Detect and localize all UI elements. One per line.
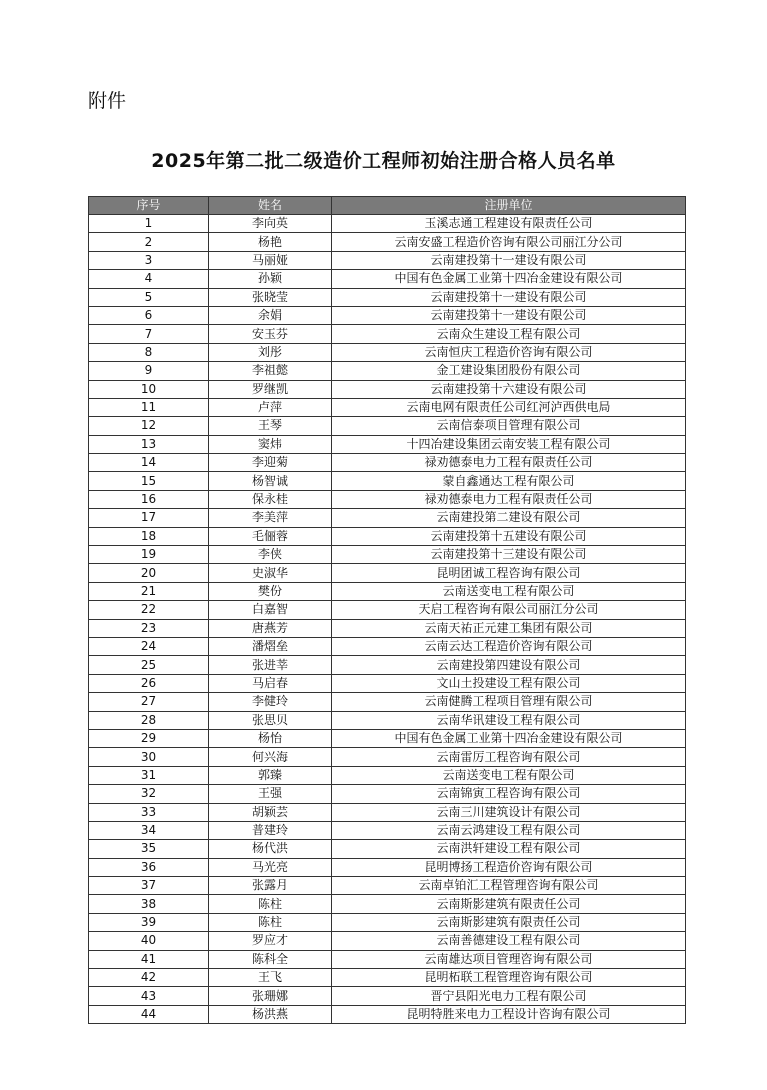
cell-unit: 云南善德建设工程有限公司	[332, 932, 686, 950]
cell-name: 白嘉智	[209, 601, 332, 619]
cell-unit: 云南卓铂汇工程管理咨询有限公司	[332, 877, 686, 895]
cell-unit: 昆明特胜来电力工程设计咨询有限公司	[332, 1005, 686, 1023]
cell-unit: 云南安盛工程造价咨询有限公司丽江分公司	[332, 233, 686, 251]
cell-unit: 云南雄达项目管理咨询有限公司	[332, 950, 686, 968]
cell-unit: 云南洪轩建设工程有限公司	[332, 840, 686, 858]
cell-index: 43	[89, 987, 209, 1005]
cell-name: 李美萍	[209, 509, 332, 527]
table-row	[89, 325, 686, 343]
cell-unit: 云南建投第十一建设有限公司	[332, 251, 686, 269]
table-row	[89, 840, 686, 858]
cell-index: 3	[89, 251, 209, 269]
cell-name: 罗继凯	[209, 380, 332, 398]
cell-name: 马启春	[209, 674, 332, 692]
cell-name: 杨怡	[209, 729, 332, 747]
table-row	[89, 527, 686, 545]
cell-unit: 昆明博扬工程造价咨询有限公司	[332, 858, 686, 876]
cell-unit: 云南锦寅工程咨询有限公司	[332, 785, 686, 803]
cell-index: 5	[89, 288, 209, 306]
cell-name: 张晓莹	[209, 288, 332, 306]
cell-name: 王琴	[209, 417, 332, 435]
cell-index: 22	[89, 601, 209, 619]
cell-unit: 云南三川建筑设计有限公司	[332, 803, 686, 821]
table-row	[89, 656, 686, 674]
table-row	[89, 729, 686, 747]
cell-index: 17	[89, 509, 209, 527]
table-row	[89, 343, 686, 361]
table-row	[89, 674, 686, 692]
cell-index: 15	[89, 472, 209, 490]
cell-name: 李侠	[209, 546, 332, 564]
cell-name: 张珊娜	[209, 987, 332, 1005]
cell-unit: 云南建投第十六建设有限公司	[332, 380, 686, 398]
cell-unit: 云南电网有限责任公司红河泸西供电局	[332, 398, 686, 416]
cell-index: 31	[89, 766, 209, 784]
cell-index: 19	[89, 546, 209, 564]
cell-index: 13	[89, 435, 209, 453]
table-row	[89, 288, 686, 306]
column-header-index: 序号	[89, 197, 209, 215]
table-row	[89, 251, 686, 269]
cell-index: 23	[89, 619, 209, 637]
table-row	[89, 490, 686, 508]
table-row	[89, 821, 686, 839]
cell-index: 25	[89, 656, 209, 674]
cell-name: 杨智诚	[209, 472, 332, 490]
cell-index: 6	[89, 306, 209, 324]
cell-index: 37	[89, 877, 209, 895]
cell-index: 11	[89, 398, 209, 416]
cell-unit: 云南送变电工程有限公司	[332, 766, 686, 784]
table-header-row	[89, 197, 686, 215]
cell-unit: 云南华讯建设工程有限公司	[332, 711, 686, 729]
cell-index: 16	[89, 490, 209, 508]
cell-unit: 玉溪志通工程建设有限责任公司	[332, 215, 686, 233]
cell-index: 4	[89, 270, 209, 288]
column-header-name: 姓名	[209, 197, 332, 215]
cell-index: 39	[89, 913, 209, 931]
cell-name: 唐燕芳	[209, 619, 332, 637]
cell-name: 刘彤	[209, 343, 332, 361]
cell-index: 44	[89, 1005, 209, 1023]
table-row	[89, 398, 686, 416]
cell-index: 32	[89, 785, 209, 803]
table-row	[89, 748, 686, 766]
cell-index: 9	[89, 362, 209, 380]
cell-unit: 云南信泰项目管理有限公司	[332, 417, 686, 435]
cell-unit: 昆明团诚工程咨询有限公司	[332, 564, 686, 582]
cell-index: 10	[89, 380, 209, 398]
table-row	[89, 858, 686, 876]
cell-unit: 中国有色金属工业第十四冶金建设有限公司	[332, 729, 686, 747]
cell-name: 杨代洪	[209, 840, 332, 858]
table-row	[89, 601, 686, 619]
cell-unit: 云南建投第二建设有限公司	[332, 509, 686, 527]
cell-unit: 云南建投第十一建设有限公司	[332, 306, 686, 324]
cell-name: 杨艳	[209, 233, 332, 251]
cell-unit: 禄劝德泰电力工程有限责任公司	[332, 490, 686, 508]
attachment-label: 附件	[88, 90, 127, 112]
cell-index: 21	[89, 582, 209, 600]
cell-name: 李健玲	[209, 693, 332, 711]
cell-index: 12	[89, 417, 209, 435]
table-row	[89, 306, 686, 324]
cell-unit: 禄劝德泰电力工程有限责任公司	[332, 454, 686, 472]
cell-name: 陈柱	[209, 913, 332, 931]
cell-index: 36	[89, 858, 209, 876]
cell-name: 安玉芬	[209, 325, 332, 343]
cell-index: 40	[89, 932, 209, 950]
cell-unit: 云南恒庆工程造价咨询有限公司	[332, 343, 686, 361]
cell-unit: 云南雷厉工程咨询有限公司	[332, 748, 686, 766]
cell-index: 27	[89, 693, 209, 711]
cell-index: 26	[89, 674, 209, 692]
cell-index: 28	[89, 711, 209, 729]
cell-name: 张露月	[209, 877, 332, 895]
table-row	[89, 913, 686, 931]
cell-index: 30	[89, 748, 209, 766]
table-row	[89, 380, 686, 398]
cell-index: 8	[89, 343, 209, 361]
cell-index: 41	[89, 950, 209, 968]
cell-name: 杨洪燕	[209, 1005, 332, 1023]
table-row	[89, 582, 686, 600]
cell-index: 34	[89, 821, 209, 839]
table-row	[89, 435, 686, 453]
cell-index: 33	[89, 803, 209, 821]
cell-index: 18	[89, 527, 209, 545]
table-row	[89, 564, 686, 582]
cell-name: 陈柱	[209, 895, 332, 913]
cell-name: 何兴海	[209, 748, 332, 766]
table-row	[89, 693, 686, 711]
table-row	[89, 895, 686, 913]
table-row	[89, 417, 686, 435]
cell-index: 14	[89, 454, 209, 472]
cell-unit: 云南建投第十五建设有限公司	[332, 527, 686, 545]
table-row	[89, 950, 686, 968]
document-title: 2025年第二批二级造价工程师初始注册合格人员名单	[151, 150, 616, 172]
cell-index: 1	[89, 215, 209, 233]
table-row	[89, 766, 686, 784]
cell-unit: 十四冶建设集团云南安装工程有限公司	[332, 435, 686, 453]
cell-name: 李向英	[209, 215, 332, 233]
cell-unit: 天启工程咨询有限公司丽江分公司	[332, 601, 686, 619]
table-row	[89, 932, 686, 950]
cell-unit: 云南健腾工程项目管理有限公司	[332, 693, 686, 711]
cell-index: 20	[89, 564, 209, 582]
table-row	[89, 1005, 686, 1023]
cell-name: 胡颖芸	[209, 803, 332, 821]
cell-name: 郭臻	[209, 766, 332, 784]
table-row	[89, 233, 686, 251]
cell-name: 张思贝	[209, 711, 332, 729]
cell-index: 7	[89, 325, 209, 343]
cell-unit: 云南斯影建筑有限责任公司	[332, 913, 686, 931]
table-body	[89, 215, 686, 1024]
cell-name: 孙颖	[209, 270, 332, 288]
cell-name: 余娟	[209, 306, 332, 324]
table-row	[89, 472, 686, 490]
cell-unit: 云南天祐正元建工集团有限公司	[332, 619, 686, 637]
cell-unit: 云南云鸿建设工程有限公司	[332, 821, 686, 839]
cell-unit: 晋宁县阳光电力工程有限公司	[332, 987, 686, 1005]
cell-unit: 云南斯影建筑有限责任公司	[332, 895, 686, 913]
table-row	[89, 969, 686, 987]
table-row	[89, 785, 686, 803]
registrant-table	[88, 196, 686, 1024]
cell-unit: 云南云达工程造价咨询有限公司	[332, 637, 686, 655]
cell-name: 陈科全	[209, 950, 332, 968]
cell-index: 38	[89, 895, 209, 913]
cell-unit: 云南建投第四建设有限公司	[332, 656, 686, 674]
cell-name: 马丽娅	[209, 251, 332, 269]
cell-name: 普建玲	[209, 821, 332, 839]
cell-name: 王飞	[209, 969, 332, 987]
cell-unit: 云南建投第十三建设有限公司	[332, 546, 686, 564]
cell-unit: 云南送变电工程有限公司	[332, 582, 686, 600]
cell-unit: 文山土投建设工程有限公司	[332, 674, 686, 692]
cell-unit: 昆明柘联工程管理咨询有限公司	[332, 969, 686, 987]
table-row	[89, 509, 686, 527]
cell-index: 24	[89, 637, 209, 655]
cell-unit: 蒙自鑫通达工程有限公司	[332, 472, 686, 490]
column-header-unit: 注册单位	[332, 197, 686, 215]
table-row	[89, 454, 686, 472]
cell-name: 李祖懿	[209, 362, 332, 380]
table-row	[89, 546, 686, 564]
cell-name: 王强	[209, 785, 332, 803]
table-row	[89, 637, 686, 655]
table-row	[89, 215, 686, 233]
cell-unit: 金工建设集团股份有限公司	[332, 362, 686, 380]
cell-name: 窦炜	[209, 435, 332, 453]
table-row	[89, 270, 686, 288]
cell-name: 保永桂	[209, 490, 332, 508]
cell-index: 35	[89, 840, 209, 858]
cell-unit: 云南建投第十一建设有限公司	[332, 288, 686, 306]
cell-index: 29	[89, 729, 209, 747]
cell-name: 李迎菊	[209, 454, 332, 472]
cell-name: 樊份	[209, 582, 332, 600]
table-row	[89, 987, 686, 1005]
cell-name: 卢萍	[209, 398, 332, 416]
table-row	[89, 711, 686, 729]
cell-name: 马光亮	[209, 858, 332, 876]
cell-unit: 中国有色金属工业第十四冶金建设有限公司	[332, 270, 686, 288]
cell-index: 42	[89, 969, 209, 987]
cell-name: 张进莘	[209, 656, 332, 674]
cell-name: 罗应才	[209, 932, 332, 950]
cell-unit: 云南众生建设工程有限公司	[332, 325, 686, 343]
cell-index: 2	[89, 233, 209, 251]
cell-name: 史淑华	[209, 564, 332, 582]
cell-name: 潘熠垒	[209, 637, 332, 655]
cell-name: 毛俪蓉	[209, 527, 332, 545]
table-row	[89, 803, 686, 821]
table-row	[89, 877, 686, 895]
table-row	[89, 362, 686, 380]
table-row	[89, 619, 686, 637]
